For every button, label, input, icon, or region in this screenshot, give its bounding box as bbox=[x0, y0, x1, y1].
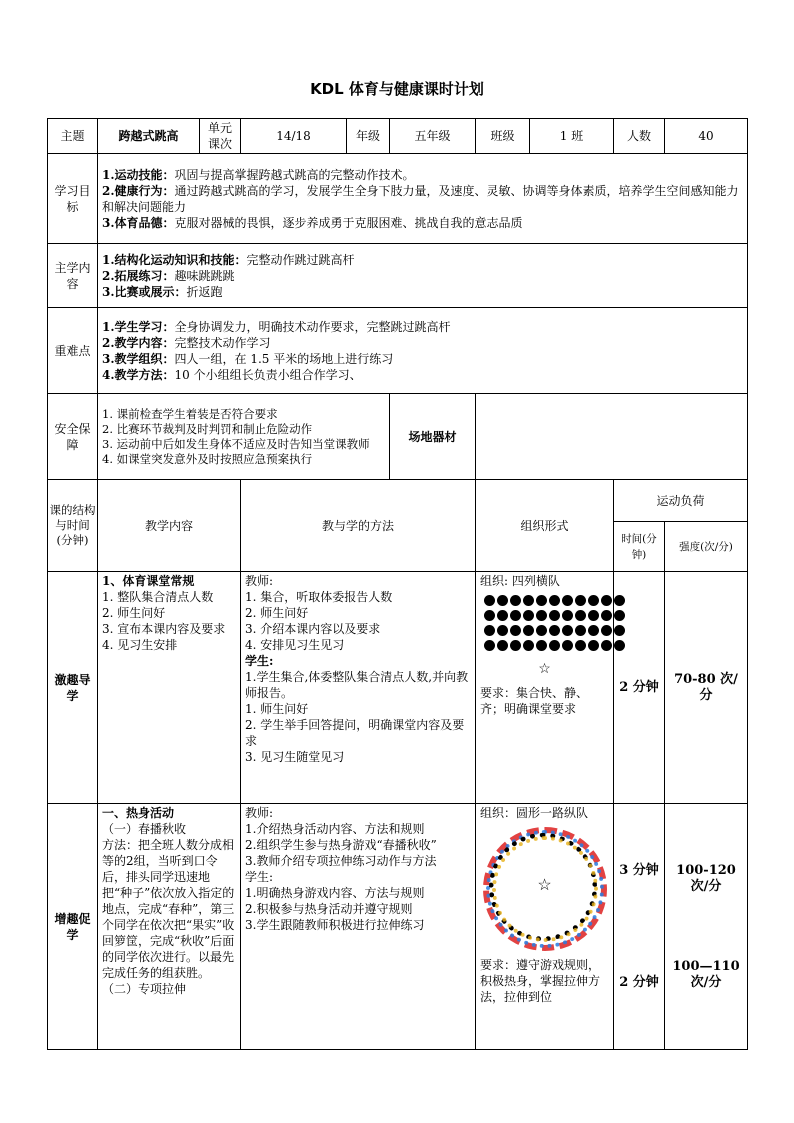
row1-methods bbox=[241, 572, 476, 804]
row1-content bbox=[98, 572, 241, 804]
goal-line: 1.运动技能：巩固与提高掌握跨越式跳高的完整动作技术。 bbox=[102, 167, 415, 182]
student-dot bbox=[497, 640, 508, 651]
goal-line: 2.健康行为：通过跨越式跳高的学习，发展学生全身下肢力量，及速度、灵敏、协调等身体素质，培养学生空间感知能力和解决问题能力 bbox=[102, 183, 739, 214]
row1-time: 2 分钟 bbox=[614, 572, 665, 804]
student-dot bbox=[523, 625, 534, 636]
topic-label: 主题 bbox=[48, 119, 98, 154]
student-dot bbox=[484, 625, 495, 636]
class-label: 班级 bbox=[476, 119, 530, 154]
student-dot bbox=[601, 625, 612, 636]
columns-row-1 bbox=[48, 480, 748, 522]
teaching-content-header: 教学内容 bbox=[98, 480, 241, 572]
content-line: 1.结构化运动知识和技能：完整动作跳过跳高杆 bbox=[102, 252, 355, 267]
teacher-item: 3.教师介绍专项拉伸练习动作与方法 bbox=[245, 854, 437, 868]
content-body bbox=[98, 244, 748, 308]
student-dot bbox=[536, 625, 547, 636]
page-title: KDL 体育与健康课时计划 bbox=[310, 80, 484, 98]
student-dot bbox=[575, 610, 586, 621]
content-item: 1. 整队集合清点人数 bbox=[102, 590, 214, 604]
row2-organization bbox=[476, 804, 614, 1050]
teacher-star-icon: ☆ bbox=[537, 875, 552, 894]
safety-row bbox=[48, 394, 748, 480]
student-dot bbox=[497, 595, 508, 606]
student-dot bbox=[562, 625, 573, 636]
org-requirement: 要求：遵守游戏规则，积极热身，掌握拉伸方法，拉伸到位 bbox=[480, 958, 601, 1004]
safety-line: 4. 如课堂突发意外及时按照应急预案执行 bbox=[102, 451, 313, 466]
keypoint-line: 3.教学组织：四人一组，在 1.5 平米的场地上进行练习 bbox=[102, 351, 394, 366]
class-value: 1 班 bbox=[530, 119, 614, 154]
content-line: 2.拓展练习：趣味跳跳跳 bbox=[102, 268, 235, 283]
org-title: 组织：圆形一路纵队 bbox=[480, 806, 589, 820]
row1-intensity: 70-80 次/分 bbox=[665, 572, 748, 804]
student-dot bbox=[588, 640, 599, 651]
unit-label: 单元课次 bbox=[200, 119, 241, 154]
venue-label: 场地器材 bbox=[390, 394, 476, 480]
student-dot bbox=[562, 595, 573, 606]
student-item: 3. 见习生随堂见习 bbox=[245, 750, 345, 764]
safety-line: 1. 课前检查学生着装是否符合要求 bbox=[102, 406, 278, 421]
keypoints-body bbox=[98, 308, 748, 394]
keypoints-row bbox=[48, 308, 748, 394]
student-dot bbox=[549, 640, 560, 651]
student-dot bbox=[510, 625, 521, 636]
student-dot bbox=[523, 595, 534, 606]
teacher-item: 1.介绍热身活动内容、方法和规则 bbox=[245, 822, 425, 836]
student-label: 学生: bbox=[245, 654, 274, 668]
student-dot bbox=[536, 640, 547, 651]
count-label: 人数 bbox=[614, 119, 665, 154]
organization-header: 组织形式 bbox=[476, 480, 614, 572]
goals-row bbox=[48, 154, 748, 244]
teacher-item: 4. 安排见习生见习 bbox=[245, 638, 345, 652]
keypoint-line: 1.学生学习：全身协调发力，明确技术动作要求，完整跳过跳高杆 bbox=[102, 319, 451, 334]
grade-value: 五年级 bbox=[390, 119, 476, 154]
student-label: 学生: bbox=[245, 870, 274, 884]
student-dot bbox=[549, 595, 560, 606]
content-line: 3.比赛或展示：折返跑 bbox=[102, 284, 223, 299]
methods-header: 教与学的方法 bbox=[241, 480, 476, 572]
formation-diagram bbox=[484, 595, 609, 651]
student-dot bbox=[614, 640, 625, 651]
student-dot bbox=[614, 610, 625, 621]
content-title: 一、热身活动 bbox=[102, 806, 175, 820]
student-dot bbox=[484, 610, 495, 621]
intensity-2: 100—110 次/分 bbox=[672, 958, 740, 990]
student-dot bbox=[549, 625, 560, 636]
row2-time bbox=[614, 804, 665, 1050]
student-item: 1.学生集合,体委整队集合清点人数,并向教师报告。 bbox=[245, 670, 469, 700]
student-dot bbox=[588, 595, 599, 606]
phase-label: 激趣导学 bbox=[48, 572, 98, 804]
teacher-item: 2. 师生问好 bbox=[245, 606, 309, 620]
student-dot bbox=[510, 640, 521, 651]
teacher-item: 2.组织学生参与热身游戏“春播秋收” bbox=[245, 838, 437, 852]
teacher-label: 教师: bbox=[245, 806, 274, 820]
student-dot bbox=[510, 595, 521, 606]
teacher-star-icon: ☆ bbox=[538, 661, 551, 677]
student-dot bbox=[614, 625, 625, 636]
student-dot bbox=[575, 640, 586, 651]
teacher-item: 1. 集合，听取体委报告人数 bbox=[245, 590, 393, 604]
student-dot bbox=[562, 610, 573, 621]
student-dot bbox=[497, 610, 508, 621]
keypoints-label: 重难点 bbox=[48, 308, 98, 394]
time-2: 2 分钟 bbox=[619, 974, 659, 990]
student-dot bbox=[575, 595, 586, 606]
count-value: 40 bbox=[665, 119, 748, 154]
content-text: 方法：把全班人数分成相等的2组，当听到口令后，排头同学迅速地把“种子”依次放入指定的地点，完成“春种”，第三个同学在依次把“果实”收回箩筐，完成“秋收”后面的同学依次进行。以最先完成任务的组获胜。 bbox=[102, 838, 235, 980]
student-dot bbox=[510, 610, 521, 621]
student-dot bbox=[614, 595, 625, 606]
lesson-plan-table bbox=[47, 118, 748, 1050]
student-dot bbox=[601, 640, 612, 651]
unit-value: 14/18 bbox=[241, 119, 347, 154]
circle-formation-diagram bbox=[483, 827, 607, 951]
warmup-intro-row bbox=[48, 572, 748, 804]
student-dot bbox=[484, 595, 495, 606]
content-label: 主学内容 bbox=[48, 244, 98, 308]
keypoint-line: 4.教学方法：10 个小组组长负责小组合作学习、 bbox=[102, 367, 362, 382]
safety-line: 2. 比赛环节裁判及时判罚和制止危险动作 bbox=[102, 421, 313, 436]
student-dot bbox=[523, 610, 534, 621]
content-item: 4. 见习生安排 bbox=[102, 638, 178, 652]
student-item: 2. 学生举手回答提问，明确课堂内容及要求 bbox=[245, 718, 465, 748]
warmup-row bbox=[48, 804, 748, 1050]
content-item: 2. 师生问好 bbox=[102, 606, 166, 620]
safety-line: 3. 运动前中后如发生身体不适应及时告知当堂课教师 bbox=[102, 436, 370, 451]
student-dot bbox=[523, 640, 534, 651]
row2-methods bbox=[241, 804, 476, 1050]
topic-value: 跨越式跳高 bbox=[98, 119, 200, 154]
teacher-label: 教师: bbox=[245, 574, 274, 588]
student-dot bbox=[562, 640, 573, 651]
grade-label: 年级 bbox=[347, 119, 390, 154]
student-item: 1. 师生问好 bbox=[245, 702, 309, 716]
structure-header: 课的结构与时间(分钟) bbox=[48, 480, 98, 572]
content-row bbox=[48, 244, 748, 308]
student-dot bbox=[497, 625, 508, 636]
student-dot bbox=[601, 610, 612, 621]
student-dot bbox=[588, 610, 599, 621]
goals-body bbox=[98, 154, 748, 244]
header-row bbox=[48, 119, 748, 154]
student-dot bbox=[575, 625, 586, 636]
venue-value bbox=[476, 394, 748, 480]
org-title: 组织: 四列横队 bbox=[480, 574, 560, 588]
goals-label: 学习目标 bbox=[48, 154, 98, 244]
safety-label: 安全保障 bbox=[48, 394, 98, 480]
student-dot bbox=[588, 625, 599, 636]
row2-content bbox=[98, 804, 241, 1050]
student-dot bbox=[536, 595, 547, 606]
phase-label: 增趣促学 bbox=[48, 804, 98, 1050]
student-item: 1.明确热身游戏内容、方法与规则 bbox=[245, 886, 425, 900]
keypoint-line: 2.教学内容：完整技术动作学习 bbox=[102, 335, 271, 350]
student-item: 3.学生跟随教师积极进行拉伸练习 bbox=[245, 918, 425, 932]
student-dot bbox=[484, 640, 495, 651]
time-header: 时间(分钟) bbox=[614, 522, 665, 572]
student-dot bbox=[601, 595, 612, 606]
row1-organization bbox=[476, 572, 614, 804]
safety-body bbox=[98, 394, 390, 480]
row2-intensity bbox=[665, 804, 748, 1050]
load-header: 运动负荷 bbox=[614, 480, 748, 522]
teacher-item: 3. 介绍本课内容以及要求 bbox=[245, 622, 381, 636]
student-dot bbox=[549, 610, 560, 621]
org-requirement: 要求：集合快、静、齐；明确课堂要求 bbox=[480, 686, 589, 716]
intensity-1: 100-120 次/分 bbox=[676, 862, 736, 894]
content-subtitle: （一）春播秋收 bbox=[102, 822, 187, 836]
time-1: 3 分钟 bbox=[619, 862, 659, 878]
content-title: 1、体育课堂常规 bbox=[102, 574, 195, 588]
student-dot bbox=[536, 610, 547, 621]
student-item: 2.积极参与热身活动并遵守规则 bbox=[245, 902, 413, 916]
content-subtitle: （二）专项拉伸 bbox=[102, 982, 187, 996]
goal-line: 3.体育品德：克服对器械的畏惧，逐步养成勇于克服困难、挑战自我的意志品质 bbox=[102, 215, 523, 230]
content-item: 3. 宣布本课内容及要求 bbox=[102, 622, 226, 636]
intensity-header: 强度(次/分) bbox=[665, 522, 748, 572]
